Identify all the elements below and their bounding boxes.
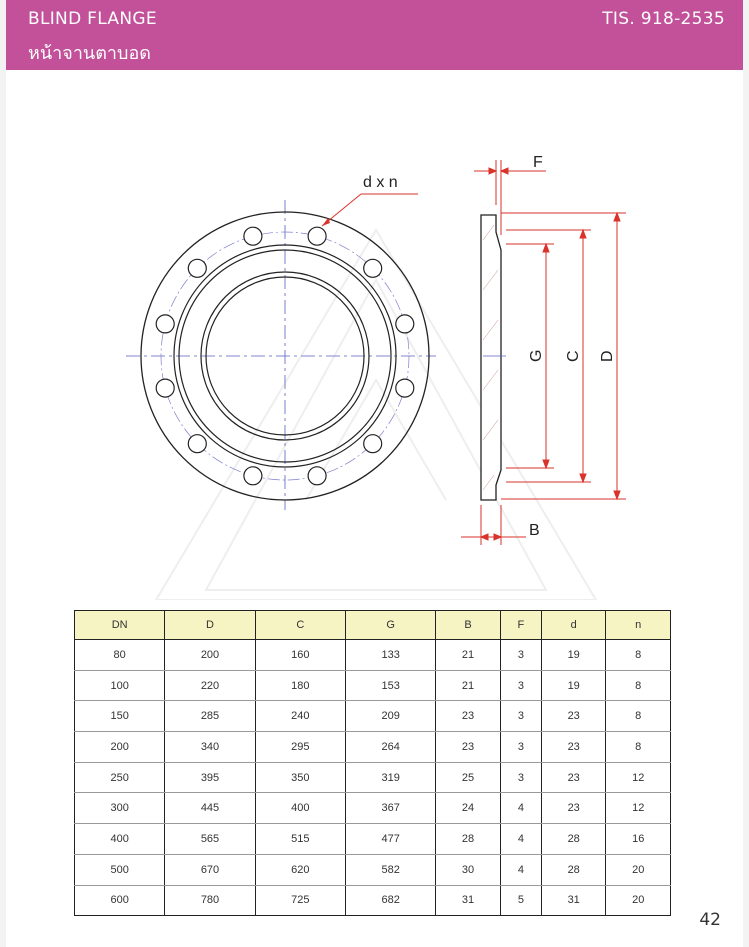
table-header-row [75,611,671,640]
table-cell: 565 [165,824,255,855]
table-cell: 3 [500,732,541,763]
bolt-hole [188,259,206,277]
table-cell: 80 [75,640,165,671]
hole-label: d x n [363,174,398,191]
table-cell: 515 [255,824,345,855]
col-header-g: G [345,611,435,640]
table-cell: 23 [436,732,500,763]
table-row [75,670,671,701]
table-cell: 3 [500,670,541,701]
page-number: 42 [699,910,721,930]
table-row [75,762,671,793]
table-cell: 160 [255,640,345,671]
bolt-hole [244,467,262,485]
table-cell: 133 [345,640,435,671]
table-cell: 25 [436,762,500,793]
dimension-table [74,610,671,916]
col-header-c: C [255,611,345,640]
table-cell: 16 [606,824,671,855]
table-cell: 600 [75,885,165,916]
flange-front-view [126,200,436,510]
bolt-hole [156,315,174,333]
bolt-hole [156,379,174,397]
table-row [75,793,671,824]
hole-leader [322,174,418,226]
table-cell: 23 [436,701,500,732]
bolt-hole [244,227,262,245]
table-cell: 319 [345,762,435,793]
table-cell: 8 [606,701,671,732]
table-cell: 19 [541,670,605,701]
table-cell: 3 [500,701,541,732]
table-cell: 153 [345,670,435,701]
col-header-dn: DN [75,611,165,640]
table-cell: 209 [345,701,435,732]
bolt-hole [308,227,326,245]
table-cell: 28 [541,824,605,855]
table-cell: 28 [436,824,500,855]
table-cell: 500 [75,854,165,885]
side-profile [481,215,501,500]
table-cell: 21 [436,640,500,671]
title-english: BLIND FLANGE [28,9,157,29]
page [6,0,743,947]
table-cell: 4 [500,824,541,855]
table-cell: 8 [606,670,671,701]
table-row [75,824,671,855]
dimension-labels [528,154,616,539]
table-cell: 23 [541,701,605,732]
table-cell: 300 [75,793,165,824]
bolt-hole [396,315,414,333]
col-header-b: B [436,611,500,640]
col-header-n: n [606,611,671,640]
table-cell: 4 [500,793,541,824]
table-cell: 28 [541,854,605,885]
bolt-hole [188,435,206,453]
table-cell: 340 [165,732,255,763]
table-cell: 620 [255,854,345,885]
table-cell: 23 [541,762,605,793]
table-cell: 24 [436,793,500,824]
label-b: B [529,522,540,539]
table-cell: 367 [345,793,435,824]
table-cell: 20 [606,885,671,916]
table-cell: 220 [165,670,255,701]
table-row [75,885,671,916]
table-row [75,854,671,885]
table-cell: 21 [436,670,500,701]
table-cell: 200 [75,732,165,763]
col-header-f: F [500,611,541,640]
col-header-hole-d: d [541,611,605,640]
table-cell: 180 [255,670,345,701]
table-cell: 30 [436,854,500,885]
table-row [75,701,671,732]
table-cell: 23 [541,732,605,763]
table-cell: 150 [75,701,165,732]
table-row [75,732,671,763]
table-cell: 8 [606,640,671,671]
bolt-hole [364,435,382,453]
table-cell: 200 [165,640,255,671]
table-cell: 582 [345,854,435,885]
table-cell: 100 [75,670,165,701]
label-g: G [528,349,545,362]
table-cell: 12 [606,793,671,824]
table-cell: 725 [255,885,345,916]
table-cell: 285 [165,701,255,732]
table-cell: 350 [255,762,345,793]
bolt-hole [396,379,414,397]
bolt-hole [364,259,382,277]
table-row [75,640,671,671]
label-f: F [533,154,543,171]
bolt-hole [308,467,326,485]
label-c: C [565,350,582,362]
table-cell: 670 [165,854,255,885]
col-header-d: D [165,611,255,640]
table-cell: 8 [606,732,671,763]
table-cell: 264 [345,732,435,763]
flange-drawing [6,0,743,600]
watermark-logo [156,230,596,600]
label-d: D [599,350,616,362]
table-cell: 31 [436,885,500,916]
table-cell: 23 [541,793,605,824]
table-cell: 400 [75,824,165,855]
table-cell: 19 [541,640,605,671]
table-cell: 4 [500,854,541,885]
table-cell: 295 [255,732,345,763]
table-cell: 240 [255,701,345,732]
flange-side-view [481,215,506,500]
table-cell: 445 [165,793,255,824]
table-cell: 682 [345,885,435,916]
table-cell: 780 [165,885,255,916]
table-cell: 477 [345,824,435,855]
table-cell: 12 [606,762,671,793]
table-cell: 250 [75,762,165,793]
standard-code: TIS. 918-2535 [602,9,725,29]
table-cell: 3 [500,640,541,671]
table-cell: 31 [541,885,605,916]
title-thai: หน้าจานตาบอด [28,43,151,64]
table-cell: 395 [165,762,255,793]
table-cell: 3 [500,762,541,793]
table-cell: 400 [255,793,345,824]
table-cell: 5 [500,885,541,916]
table-cell: 20 [606,854,671,885]
